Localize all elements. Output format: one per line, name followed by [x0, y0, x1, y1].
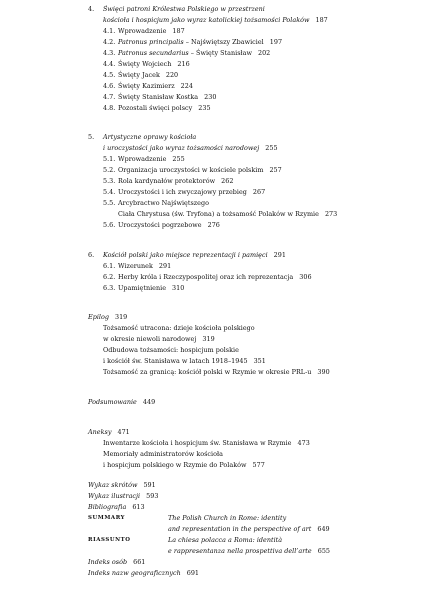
page-number: 197 [269, 38, 283, 46]
toc-entry-5-4[interactable]: 5.4. Uroczystości i ich zwyczajowy przebieg 267 [103, 188, 266, 196]
page-number: 473 [297, 439, 310, 447]
toc-entry-aneksy-2[interactable]: Memoriały administratorów kościoła [103, 450, 223, 458]
page-number: 220 [165, 71, 179, 79]
toc-entry-epilog-1-cont[interactable]: w okresie niewoli narodowej 319 [103, 335, 215, 343]
page-number: 661 [133, 558, 146, 566]
page-number: 591 [143, 481, 156, 489]
page-number: 306 [299, 273, 312, 281]
page-number: 655 [317, 547, 331, 555]
toc-entry-epilog-3[interactable]: Tożsamość za granicą: kościół polski w Rzymie w okresie PRL-u 390 [103, 368, 330, 376]
toc-entry-4-5[interactable]: 4.5. Święty Jacek 220 [103, 71, 179, 79]
page-number: 224 [180, 82, 193, 90]
toc-entry-aneksy-2-cont[interactable]: i hospicjum polskiego w Rzymie do Polaków 577 [103, 461, 265, 469]
page-number: 216 [177, 60, 190, 68]
toc-entry-riassunto-cont[interactable]: e rappresentanza nella prospettiva dell’arte 655 [168, 547, 331, 555]
page-number: 291 [158, 262, 172, 270]
toc-entry-4-4[interactable]: 4.4. Święty Wojciech 216 [103, 60, 190, 68]
page-number: 449 [142, 398, 156, 406]
toc-entry-bibliografia[interactable]: Bibliografia 613 [88, 503, 145, 511]
page-number: 471 [117, 428, 130, 436]
toc-entry-5-5-cont[interactable]: Ciała Chrystusa (św. Tryfona) a tożsamość Polaków w Rzymie 273 [118, 210, 338, 218]
toc-entry-5-6[interactable]: 5.6. Uroczystości pogrzebowe 276 [103, 221, 220, 229]
toc-entry-6-1[interactable]: 6.1. Wizerunek 291 [103, 262, 172, 270]
toc-entry-4-1[interactable]: 4.1. Wprowadzenie 187 [103, 27, 185, 35]
toc-entry-indeks-nazw[interactable]: Indeks nazw geograficznych 691 [88, 569, 200, 577]
page-number: 202 [257, 49, 271, 57]
toc-entry-4-2[interactable]: 4.2. Patronus principalis – Najświętszy Zbawiciel 197 [103, 38, 283, 46]
page-number: 257 [269, 166, 282, 174]
toc-entry-4-6[interactable]: 4.6. Święty Kazimierz 224 [103, 82, 193, 90]
page-number: 310 [172, 284, 185, 292]
toc-entry-4-7[interactable]: 4.7. Święty Stanisław Kostka 230 [103, 93, 217, 101]
chapter-6-heading: 6. Kościół polski jako miejsce reprezentacji i pamięci 291 [88, 251, 286, 259]
toc-entry-summary-cont[interactable]: and representation in the perspective of art 649 [168, 525, 330, 533]
toc-entry-4-3[interactable]: 4.3. Patronus secundarius – Święty Stanisław 202 [103, 49, 271, 57]
toc-entry-4-8[interactable]: 4.8. Pozostali święci polscy 235 [103, 104, 211, 112]
page-number: 390 [317, 368, 330, 376]
page-number: 273 [324, 210, 338, 218]
chapter-4-heading: 4. Święci patroni Królestwa Polskiego w przestrzeni [88, 5, 265, 13]
page-number: 255 [172, 155, 185, 163]
page-number: 255 [265, 144, 278, 152]
page-number: 319 [114, 313, 128, 321]
toc-entry-aneksy-1[interactable]: Inwentarze kościoła i hospicjum św. Stanisława w Rzymie 473 [103, 439, 310, 447]
toc-entry-5-1[interactable]: 5.1. Wprowadzenie 255 [103, 155, 185, 163]
page-number: 613 [132, 503, 145, 511]
page-number: 187 [172, 27, 185, 35]
toc-entry-aneksy[interactable]: Aneksy 471 [88, 428, 130, 436]
toc-entry-6-2[interactable]: 6.2. Herby króla i Rzeczypospolitej oraz ich reprezentacja 306 [103, 273, 312, 281]
toc-entry-5-2[interactable]: 5.2. Organizacja uroczystości w kościele polskim 257 [103, 166, 282, 174]
chapter-5-heading: 5. Artystyczne oprawy kościoła [88, 133, 197, 141]
page-number: 351 [253, 357, 266, 365]
page-number: 319 [202, 335, 215, 343]
toc-entry-epilog[interactable]: Epilog 319 [88, 313, 128, 321]
toc-entry-5-5[interactable]: 5.5. Arcybractwo Najświętszego [103, 199, 209, 207]
toc-entry-epilog-1[interactable]: Tożsamość utracona: dzieje kościoła polskiego [103, 324, 255, 332]
toc-entry-podsumowanie[interactable]: Podsumowanie 449 [88, 398, 156, 406]
page-number: 235 [198, 104, 211, 112]
chapter-4-heading-cont: kościoła i hospicjum jako wyraz katolickiej tożsamości Polaków 187 [103, 16, 328, 24]
page-number: 691 [186, 569, 200, 577]
page-number: 187 [315, 16, 328, 24]
page-number: 291 [273, 251, 286, 259]
toc-entry-wykaz-ilustracji[interactable]: Wykaz ilustracji 593 [88, 492, 159, 500]
page-number: 577 [252, 461, 265, 469]
page-number: 262 [221, 177, 234, 185]
toc-entry-6-3[interactable]: 6.3. Upamiętnienie 310 [103, 284, 185, 292]
page-number: 649 [317, 525, 330, 533]
toc-entry-5-3[interactable]: 5.3. Rola kardynałów protektorów 262 [103, 177, 234, 185]
page-number: 230 [204, 93, 217, 101]
chapter-5-heading-cont: i uroczystości jako wyraz tożsamości narodowej 255 [103, 144, 278, 152]
toc-entry-wykaz-skrotow[interactable]: Wykaz skrótów 591 [88, 481, 156, 489]
page-number: 276 [207, 221, 220, 229]
page-number: 267 [252, 188, 266, 196]
summary-label: SUMMARY [88, 515, 126, 521]
toc-entry-indeks-osob[interactable]: Indeks osób 661 [88, 558, 146, 566]
page-number: 593 [146, 492, 159, 500]
toc-entry-epilog-2[interactable]: Odbudowa tożsamości: hospicjum polskie [103, 346, 239, 354]
riassunto-label: RIASSUNTO [88, 537, 131, 543]
table-of-contents-page: 4. Święci patroni Królestwa Polskiego w przestrzeni kościoła i hospicjum jako wyraz katolickiej tożsamości Polaków 187 4.1. Wprowadzenie 187 4.2. Patronus principalis – Najświętszy Zbawiciel 197 4.3. Patronus secundarius – Święty Stanisław 202 4.4. Święty Wojciech 216 4.5. Święty Jacek 220 4.6. Święty Kazimierz 224 4.7. Święty Stanisław Kostka 230 4.8. Pozostali święci polscy 235 5. Artystyczne oprawy kościoła i uroczystości jako wyraz tożsamości narodowej 255 5.1. Wprowadzenie 255 5.2. Organizacja uroczystości w kościele polskim 257 5.3. Rola kardynałów protektorów 262 5.4. Uroczystości i ich zwyczajowy przebieg 267 5.5. Arcybractwo Najświętszego Ciała Chrystusa (św. Tryfona) a tożsamość Polaków w Rzymie 273 5.6. Uroczystości pogrzebowe 276 6. Kościół polski jako miejsce reprezentacji i pamięci 291 6.1. Wizerunek 291 6.2. Herby króla i Rzeczypospolitej oraz ich reprezentacja 306 6.3. Upamiętnienie 310 Epilog 319 Tożsamość utracona: dzieje kościoła polskiego w okresie niewoli narodowej 319 Odbudowa tożsamości: hospicjum polskie i kościół św. Stanisława w latach 1918–1945 351 Tożsamość za granicą: kościół polski w Rzymie w okresie PRL-u 390 Podsumowanie 449 Aneksy 471 Inwentarze kościoła i hospicjum św. Stanisława w Rzymie 473 Memoriały administratorów kościoła i hospicjum polskiego w Rzymie do Polaków 577 Wykaz skrótów 591 Wykaz ilustracji 593 Bibliografia 613 SUMMARY The Polish Church in Rome: identity and representation in the perspective of art 649 RIASSUNTO La chiesa polacca a Roma: identità e rappresentanza nella prospettiva dell’arte 655 Indeks osób 661 Indeks nazw geograficznych 691 [88, 5, 338, 577]
toc-entry-epilog-2-cont[interactable]: i kościół św. Stanisława w latach 1918–1945 351 [103, 357, 266, 365]
